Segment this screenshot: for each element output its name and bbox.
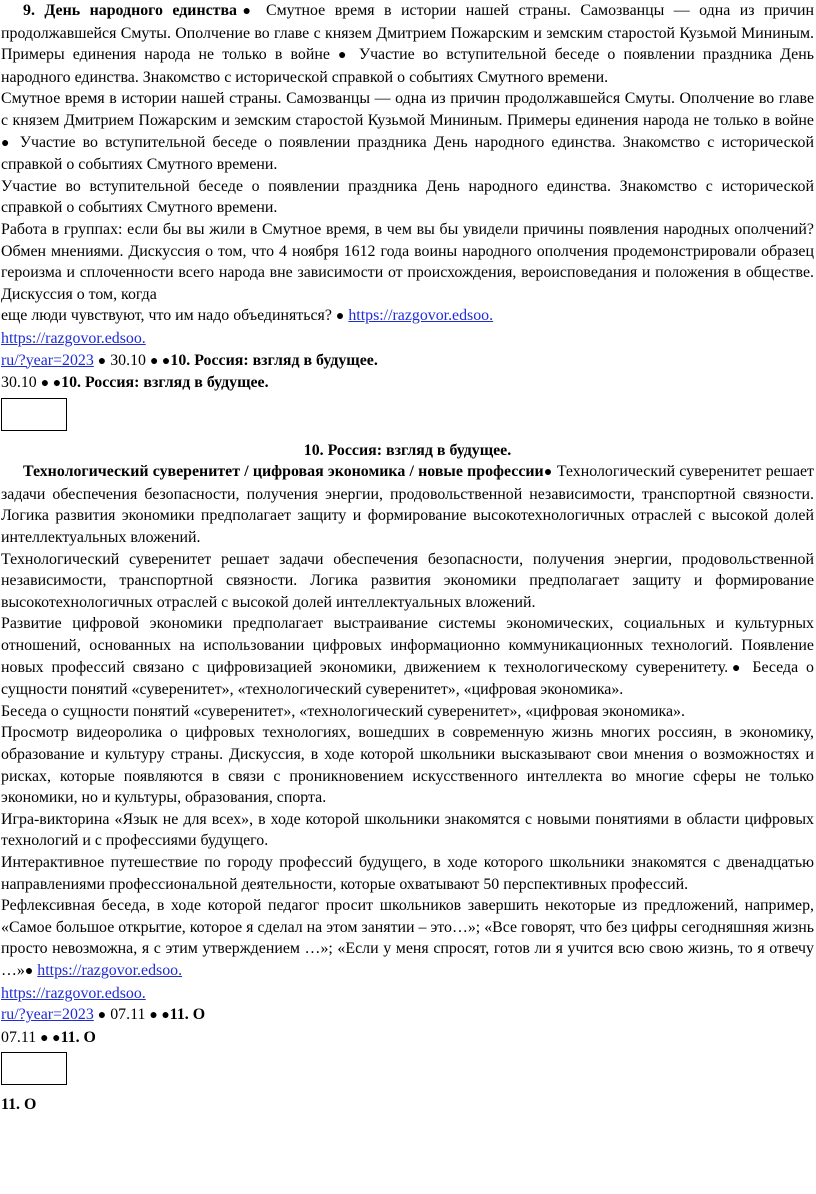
bullet-icon: ● ● (40, 376, 62, 392)
empty-table-cell (1, 1052, 67, 1085)
date-text: 07.11 (106, 1006, 150, 1024)
resource-link[interactable]: https://razgovor.edsoo. (1, 984, 146, 1002)
text: Смутное время в истории нашей страны. Самозванцы — одна из причин продолжавшейся Смуты. Ополчение во главе с князем Дмитрием Пожарским и земским старостой Кузьмой Мининым. Примеры единения народа не только в войне (1, 90, 814, 129)
bullet-icon: ● (543, 465, 553, 481)
section-10-paragraph-6: Игра-викторина «Язык не для всех», в ходе которой школьники знакомятся с новыми понятиями в области цифровых технологий и с профессиями будущего. (1, 810, 814, 850)
bullet-icon: ● ● (149, 353, 171, 369)
section-10-title: 10. Россия: взгляд в будущее. (303, 441, 512, 459)
section-10-paragraph-7: Интерактивное путешествие по городу профессий будущего, в ходе которого школьники знакомятся с двенадцатью направлениями профессиональной деятельности, которые охватывают 50 перспективных профессий. (1, 853, 814, 893)
date-text: 07.11 (1, 1028, 41, 1046)
text: еще люди чувствуют, что им надо объединяться? (1, 307, 336, 325)
link-line (1, 983, 814, 1005)
date-line (1, 372, 814, 395)
section-9-paragraph-3: Участие во вступительной беседе о появлении праздника День народного единства. Знакомство с исторической справкой о событиях Смутного времени. (1, 177, 814, 217)
next-topic: 10. Россия: взгляд в будущее. (61, 374, 269, 392)
next-topic: 10. Россия: взгляд в будущее. (170, 351, 378, 369)
next-topic: 11. О (169, 1006, 206, 1024)
empty-table-cell (1, 398, 67, 431)
text: Рефлексивная беседа, в ходе которой педагог просит школьников завершить некоторые из предложений, например, «Самое большое открытие, которое я сделал на этом занятии – это…»; «Все говорят, что без цифры сегодняшняя жизнь просто невозможна, я с этим утверждением …»; «Если у меня спросят, готов ли я учится всю свою жизнь, то я отвечу …» (1, 897, 814, 979)
section-9-paragraph-4: Работа в группах: если бы вы жили в Смутное время, в чем вы бы увидели причины появления народных ополчений? Обмен мнениями. Дискуссия о том, что 4 ноября 1612 года воины народного ополчения продемонстрировали образец героизма и сплоченности всего народа вне зависимости от происхождения, вероисповедания и положения в обществе. Дискуссия о том, когда (1, 220, 814, 303)
text: Технологический суверенитет решает задачи обеспечения безопасности, получения энергии, продовольственной независимости, транспортной связности. Логика развития экономики предполагает защиту и формирование высокотехнологичных отраслей с высокой долей интеллектуальных вложений. (1, 463, 814, 547)
resource-link[interactable]: https://razgovor.edsoo. (348, 307, 494, 325)
bullet-icon: ● ● (40, 1030, 61, 1046)
spacer (1, 1085, 814, 1094)
text: Развитие цифровой экономики предполагает выстраивание системы экономических, социальных и культурных отношений, основанных на использовании цифровых информационно коммуникационных технологий. Появление новых профессий связано с цифровизацией экономики, движением к технологическому суверенитету. (1, 615, 814, 676)
bullet-icon: ● (728, 660, 745, 676)
spacer (1, 431, 814, 440)
date-line (1, 1027, 814, 1050)
section-9-intro (1, 0, 814, 88)
section-11-title: 11. О (1, 1096, 37, 1114)
bullet-icon: ● ● (149, 1008, 170, 1024)
section-10-paragraph-5: Просмотр видеоролика о цифровых технологиях, вошедших в современную жизнь многих россиян, в экономику, образование и культуру страны. Дискуссия, в ходе которой школьники высказывают свои мнения о возможностях и рисках, которые появляются в связи с проникновением искусственного интеллекта во многие сферы не только экономики, но и культуры, образования, спорта. (1, 724, 814, 807)
section-10-intro (1, 461, 814, 548)
section-10-paragraph-8 (1, 895, 814, 982)
resource-link[interactable]: https://razgovor.edsoo. (37, 961, 183, 979)
section-10-paragraph-2: Технологический суверенитет решает задачи обеспечения безопасности, получения энергии, продовольственной независимости, транспортной связности. Логика развития экономики предполагает защиту и формирование высокотехнологичных отраслей с высокой долей интеллектуальных вложений. (1, 550, 814, 611)
section-10-paragraph-4: Беседа о сущности понятий «суверенитет», «технологический суверенитет», «цифровая экономика». (1, 702, 685, 720)
section-10-subtitle: Технологический суверенитет / цифровая экономика / новые профессии (23, 463, 544, 481)
text: Беседа о сущности понятий «суверенитет», «технологический суверенитет», «цифровая экономика». (1, 658, 814, 699)
section-9-paragraph-2 (1, 88, 814, 175)
resource-link[interactable]: ru/?year=2023 (1, 351, 94, 369)
bullet-icon: ● (24, 963, 34, 979)
text: Участие во вступительной беседе о появлении праздника День народного единства. Знакомство с исторической справкой о событиях Смутного времени. (1, 133, 814, 174)
bullet-icon: ● (1, 135, 13, 151)
resource-link[interactable]: https://razgovor.edsoo. (1, 329, 146, 347)
resource-link[interactable]: ru/?year=2023 (1, 1006, 94, 1024)
bullet-icon: ● (237, 4, 257, 19)
link-line (1, 328, 814, 350)
next-topic: 11. О (60, 1028, 96, 1046)
section-9-paragraph-5 (1, 305, 814, 328)
section-10-paragraph-3 (1, 613, 814, 700)
section-9-intro-tail: Участие во вступительной беседе о появлении праздника День народного единства. Знакомство с исторической справкой о событиях Смутного времени. (1, 46, 814, 86)
bullet-icon: ● (97, 1008, 107, 1024)
date-line (1, 1004, 814, 1027)
bullet-icon: ● (335, 309, 345, 325)
date-text: 30.10 (1, 374, 41, 392)
date-text: 30.10 (106, 351, 150, 369)
section-9-intro-text: Смутное время в истории нашей страны. Самозванцы — одна из причин продолжавшейся Смуты. Ополчение во главе с князем Дмитрием Пожарским и земским старостой Кузьмой Мининым. Примеры единения народа не только в войне (1, 2, 814, 64)
section-9-title: 9. День народного единства (23, 2, 238, 19)
date-line (1, 350, 814, 373)
bullet-icon: ● (338, 48, 351, 64)
bullet-icon: ● (97, 353, 107, 369)
